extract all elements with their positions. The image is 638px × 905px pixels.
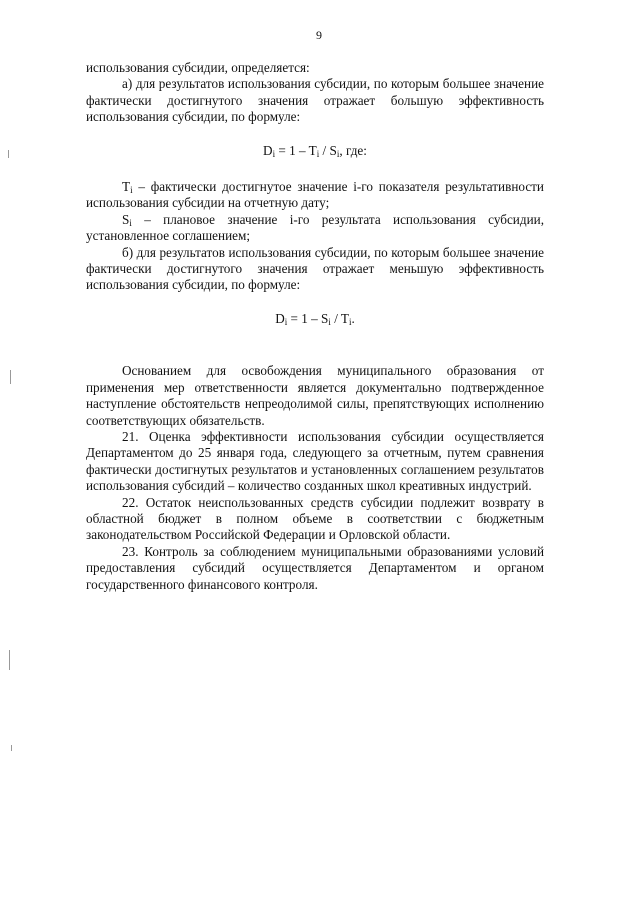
paragraph-21: 21. Оценка эффективности использования субсидии осуществляется Департаментом до 25 января года, следующего за отчетным, путем сравнения фактически достигнутых результатов и установленных соглашением результатов использования субсидий – количество созданных школ креативных индустрий.	[86, 428, 544, 494]
paragraph-23: 23. Контроль за соблюдением муниципальными образованиями условий предоставления субсидий осуществляется Департаментом и органом государственного финансового контроля.	[86, 543, 544, 592]
scan-artifact	[11, 745, 12, 751]
item-a-paragraph: а) для результатов использования субсидии, по которым большее значение фактически достигнутого значения отражает большую эффективность использования субсидии, по формуле:	[86, 76, 544, 125]
paragraph-22: 22. Остаток неиспользованных средств субсидии подлежит возврату в областной бюджет в полном объеме в соответствии с бюджетным законодательством Российской Федерации и Орловской области.	[86, 494, 544, 543]
scan-artifact	[9, 650, 10, 670]
definition-t: $T_i$ – фактически достигнутое значение i-го показателя результативности использования субсидии на отчетную дату;	[86, 179, 544, 211]
formula-2: $D_i = 1 - S_i / T_i$.	[275, 310, 355, 327]
item-b-paragraph: б) для результатов использования субсидии, по которым большее значение фактически достигнутого значения отражает меньшую эффективность использования субсидии, по формуле:	[86, 244, 544, 293]
formula-1: $D_i = 1 - T_i / S_i$, где:	[263, 142, 367, 159]
definition-s: $S_i$ – плановое значение i-го результата использования субсидии, установленное соглашением;	[86, 211, 544, 244]
document-body	[86, 60, 544, 593]
scan-artifact	[10, 370, 11, 384]
basis-paragraph: Основанием для освобождения муниципального образования от применения мер ответственности является документально подтвержденное наступление обстоятельств непреодолимой силы, препятствующих исполнению соответствующих обязательств.	[86, 363, 544, 428]
page-number: 9	[316, 28, 322, 42]
scan-artifact	[8, 150, 9, 158]
intro-line: использования субсидии, определяется:	[86, 60, 310, 75]
